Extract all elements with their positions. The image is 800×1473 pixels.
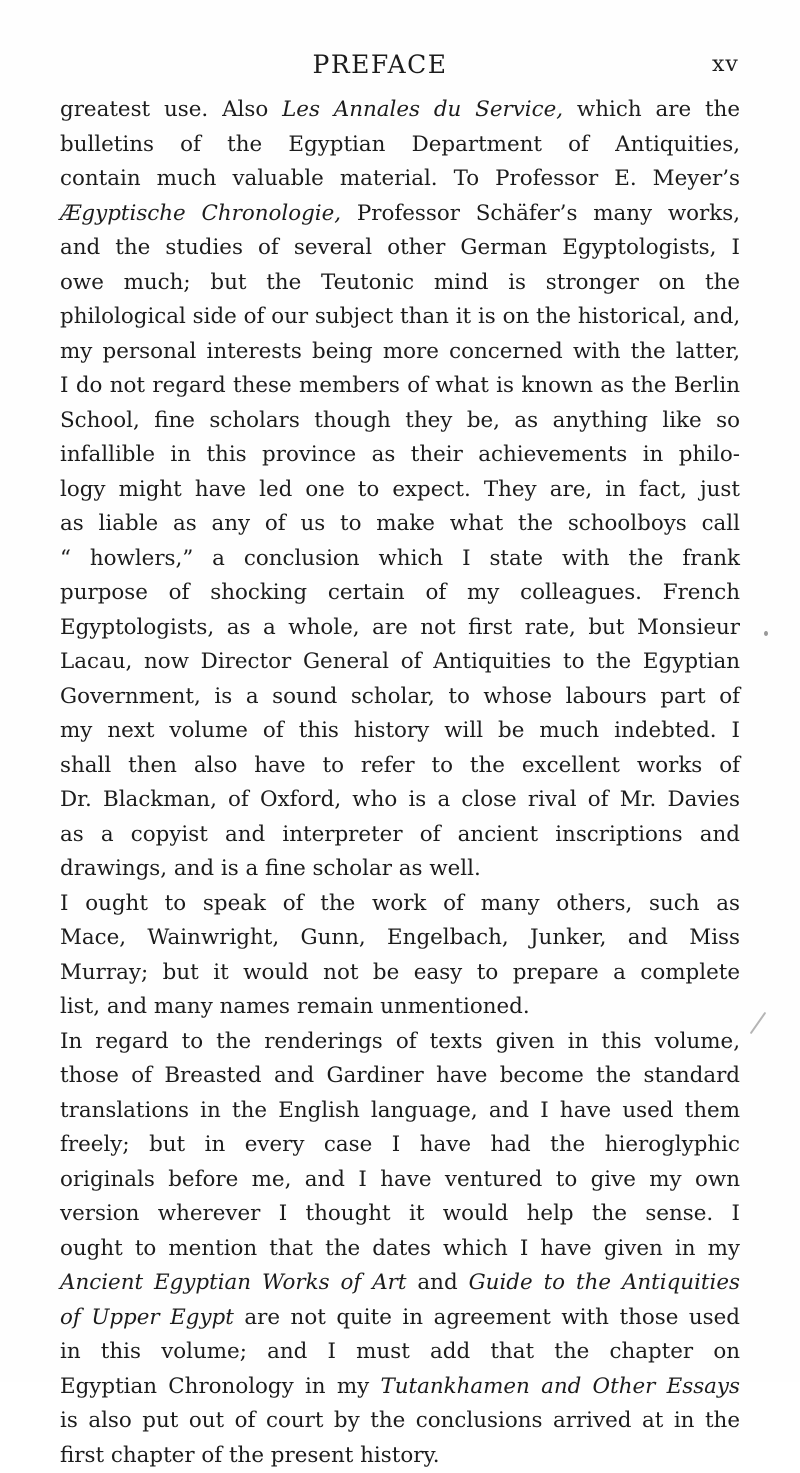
text-run: are not quite in agreement with those used — [234, 1305, 740, 1330]
text-run: School, fine scholars though they be, as anything like so — [60, 408, 740, 433]
text-line — [60, 93, 740, 128]
text-line — [60, 680, 740, 715]
text-run: those of Breasted and Gardiner have become the standard — [60, 1063, 740, 1088]
text-line — [60, 749, 740, 784]
text-line — [60, 335, 740, 370]
text-run: Murray; but it would not be easy to prepare a complete — [60, 960, 740, 985]
text-run: as a copyist and interpreter of ancient inscriptions and — [60, 822, 740, 847]
text-line — [60, 818, 740, 853]
text-line — [60, 197, 740, 232]
text-run: owe much; but the Teutonic mind is stronger on the — [60, 270, 740, 295]
running-head: PREFACE — [285, 50, 475, 79]
text-run: my personal interests being more concerned with the latter, — [60, 339, 740, 364]
italic-title: Tutankhamen and Other Essays — [380, 1374, 740, 1399]
text-line — [60, 1404, 740, 1439]
text-line — [60, 542, 740, 577]
text-line — [60, 1059, 740, 1094]
text-line — [60, 1370, 740, 1405]
text-run: ought to mention that the dates which I have given in my — [60, 1236, 740, 1261]
italic-title: Les Annales du Service, — [282, 97, 563, 122]
text-line — [60, 128, 740, 163]
text-run: Government, is a sound scholar, to whose labours part of — [60, 684, 740, 709]
text-line — [60, 162, 740, 197]
text-line — [60, 1197, 740, 1232]
text-run: I do not regard these members of what is known as the Berlin — [60, 373, 740, 398]
text-line — [60, 576, 740, 611]
text-run: as liable as any of us to make what the schoolboys call — [60, 511, 740, 536]
italic-title: Guide to the Antiquities — [469, 1270, 740, 1295]
italic-title: Ancient Egyptian Works of Art — [60, 1270, 407, 1295]
text-run: “ howlers,” a conclusion which I state with the frank — [60, 546, 740, 571]
text-run: Mace, Wainwright, Gunn, Engelbach, Junker, and Miss — [60, 925, 740, 950]
text-line — [60, 1301, 740, 1336]
italic-title: of Upper Egypt — [60, 1305, 234, 1330]
text-run: originals before me, and I have ventured to give my own — [60, 1167, 740, 1192]
text-line — [60, 438, 740, 473]
pencil-mark — [750, 1012, 767, 1034]
text-run: version wherever I thought it would help the sense. I — [60, 1201, 740, 1226]
text-run: In regard to the renderings of texts given in this volume, — [60, 1029, 740, 1054]
text-line — [60, 645, 740, 680]
text-run: Egyptian Chronology in my — [60, 1374, 380, 1399]
text-line — [60, 990, 740, 1025]
text-line — [60, 1335, 740, 1370]
text-line — [60, 921, 740, 956]
text-run: purpose of shocking certain of my colleagues. French — [60, 580, 740, 605]
text-run: and — [407, 1270, 469, 1295]
text-line — [60, 887, 740, 922]
text-run: bulletins of the Egyptian Department of Antiquities, — [60, 132, 740, 157]
text-line — [60, 1094, 740, 1129]
text-line — [60, 714, 740, 749]
text-run: logy might have led one to expect. They are, in fact, just — [60, 477, 740, 502]
text-run: freely; but in every case I have had the hieroglyphic — [60, 1132, 740, 1157]
text-line — [60, 300, 740, 335]
text-line — [60, 1266, 740, 1301]
text-line — [60, 231, 740, 266]
text-run: list, and many names remain unmentioned. — [60, 994, 530, 1019]
text-run: Lacau, now Director General of Antiquities to the Egyptian — [60, 649, 740, 674]
text-line — [60, 611, 740, 646]
text-run: philological side of our subject than it is on the historical, and, — [60, 304, 740, 329]
text-line — [60, 404, 740, 439]
text-line — [60, 369, 740, 404]
text-line — [60, 1232, 740, 1267]
text-run: and the studies of several other German Egyptologists, I — [60, 235, 740, 260]
body-text — [60, 93, 740, 1473]
text-line — [60, 1163, 740, 1198]
text-line — [60, 1439, 740, 1473]
text-line — [60, 507, 740, 542]
italic-title: Ægyptische Chronologie, — [60, 201, 341, 226]
text-run: Egyptologists, as a whole, are not first rate, but Monsieur — [60, 615, 740, 640]
text-run: Professor Schäfer’s many works, — [341, 201, 740, 226]
text-line — [60, 852, 740, 887]
text-run: is also put out of court by the conclusions arrived at in the — [60, 1408, 740, 1433]
page-number: xv — [712, 52, 739, 77]
text-run: drawings, and is a fine scholar as well. — [60, 856, 481, 881]
text-line — [60, 473, 740, 508]
text-line — [60, 783, 740, 818]
text-run: in this volume; and I must add that the chapter on — [60, 1339, 740, 1364]
text-run: first chapter of the present history. — [60, 1443, 440, 1468]
text-run: greatest use. Also — [60, 97, 282, 122]
text-run: which are the — [563, 97, 740, 122]
paper-speck — [764, 631, 768, 636]
text-run: translations in the English language, and I have used them — [60, 1098, 740, 1123]
text-line — [60, 1025, 740, 1060]
text-run: shall then also have to refer to the excellent works of — [60, 753, 740, 778]
text-run: I ought to speak of the work of many others, such as — [60, 891, 740, 916]
text-run: infallible in this province as their achievements in philo- — [60, 442, 740, 467]
text-run: Dr. Blackman, of Oxford, who is a close rival of Mr. Davies — [60, 787, 740, 812]
text-line — [60, 1128, 740, 1163]
text-line — [60, 266, 740, 301]
text-line — [60, 956, 740, 991]
text-run: my next volume of this history will be much indebted. I — [60, 718, 740, 743]
text-run: contain much valuable material. To Professor E. Meyer’s — [60, 166, 740, 191]
